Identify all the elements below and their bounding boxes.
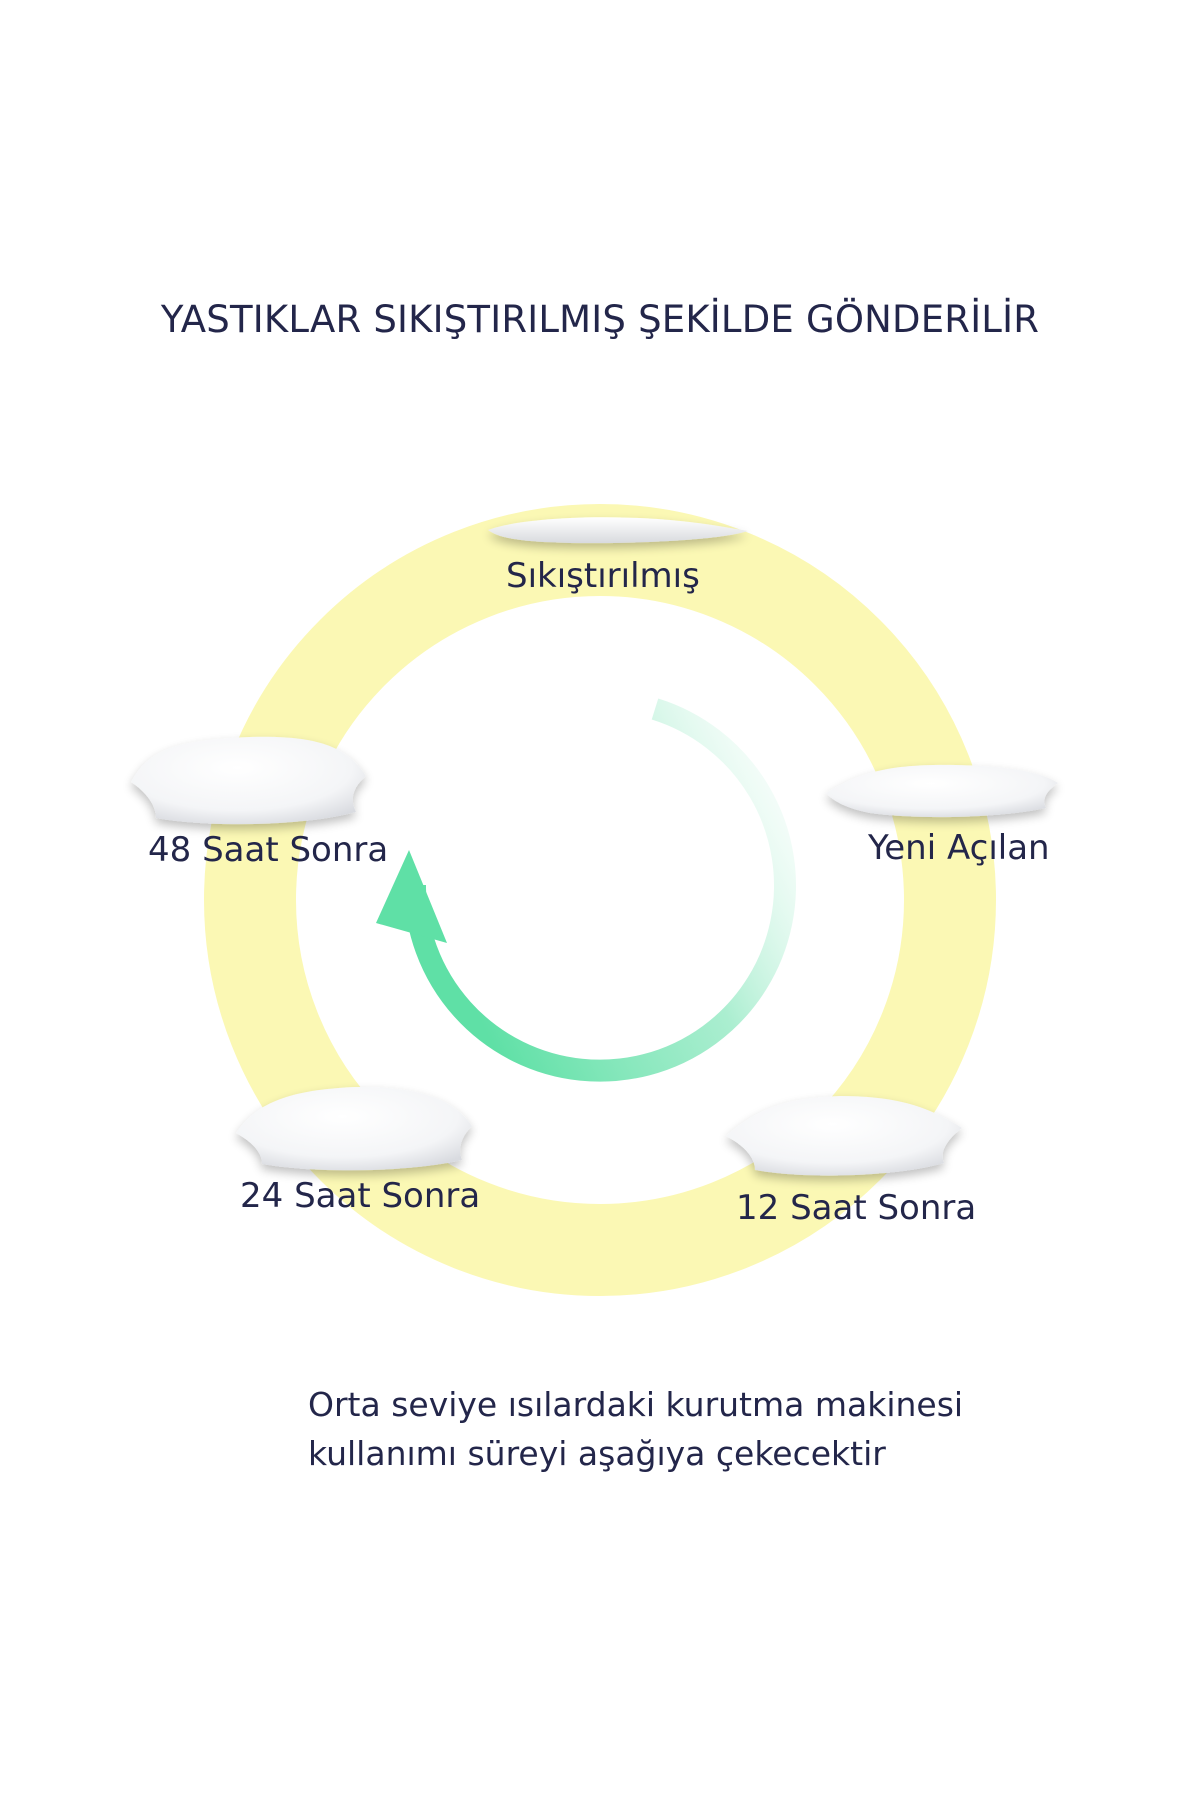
- flat-pillow-icon: [826, 765, 1058, 817]
- drying-note: [308, 1380, 1008, 1478]
- stage-label-newly-opened: Yeni Açılan: [868, 828, 1050, 868]
- pillow-48h-icon: [131, 737, 366, 824]
- page-title: YASTIKLAR SIKIŞTIRILMIŞ ŞEKİLDE GÖNDERİLİR: [160, 298, 1040, 341]
- note-line-2: kullanımı süreyi aşağıya çekecektir: [308, 1434, 886, 1473]
- stage-label-48-hours: 48 Saat Sonra: [148, 830, 389, 870]
- stage-label-24-hours: 24 Saat Sonra: [240, 1176, 481, 1216]
- cycle-arrow-icon: [376, 709, 785, 1071]
- stage-label-compressed: Sıkıştırılmış: [506, 556, 700, 596]
- stage-label-12-hours: 12 Saat Sonra: [736, 1188, 977, 1228]
- note-line-1: Orta seviye ısılardaki kurutma makinesi: [308, 1385, 964, 1424]
